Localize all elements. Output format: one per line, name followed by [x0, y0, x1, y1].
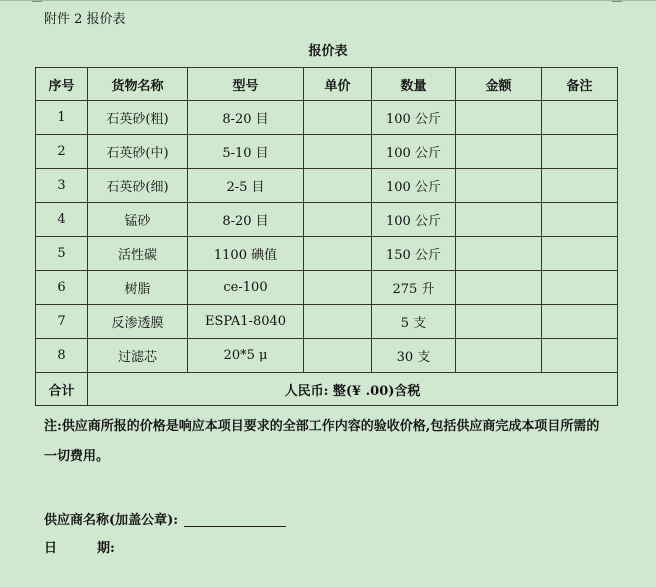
cell-model: ESPA1-8040: [188, 305, 304, 339]
cell-amount: [456, 101, 542, 135]
table-row: [36, 339, 618, 373]
cell-model: 1100 碘值: [188, 237, 304, 271]
top-rule: [0, 0, 656, 1]
table-row: [36, 237, 618, 271]
cell-amount: [456, 237, 542, 271]
corner-mark-right: [612, 1, 622, 2]
cell-qty: 30 支: [372, 339, 456, 373]
cell-qty: 275 升: [372, 271, 456, 305]
cell-qty: 100 公斤: [372, 135, 456, 169]
supplier-field: [44, 509, 286, 528]
cell-name: 反渗透膜: [88, 305, 188, 339]
header-model: 型号: [188, 68, 304, 101]
cell-price: [304, 169, 372, 203]
table-row: [36, 203, 618, 237]
cell-qty: 150 公斤: [372, 237, 456, 271]
total-row: [36, 373, 618, 406]
cell-qty: 100 公斤: [372, 101, 456, 135]
header-qty: 数量: [372, 68, 456, 101]
cell-price: [304, 271, 372, 305]
cell-name: 活性碳: [88, 237, 188, 271]
cell-qty: 100 公斤: [372, 203, 456, 237]
cell-no: 2: [36, 135, 88, 169]
cell-model: ce-100: [188, 271, 304, 305]
cell-no: 4: [36, 203, 88, 237]
cell-no: 7: [36, 305, 88, 339]
cell-remark: [542, 135, 618, 169]
cell-remark: [542, 271, 618, 305]
cell-name: 石英砂(粗): [88, 101, 188, 135]
table-row: [36, 305, 618, 339]
cell-no: 5: [36, 237, 88, 271]
date-label-1: 日: [44, 541, 58, 556]
cell-name: 锰砂: [88, 203, 188, 237]
cell-price: [304, 101, 372, 135]
table-header-row: [36, 68, 618, 101]
cell-amount: [456, 135, 542, 169]
cell-amount: [456, 203, 542, 237]
attachment-label: 附件 2 报价表: [44, 12, 126, 27]
cell-remark: [542, 305, 618, 339]
cell-amount: [456, 305, 542, 339]
cell-model: 2-5 目: [188, 169, 304, 203]
cell-no: 3: [36, 169, 88, 203]
header-price: 单价: [304, 68, 372, 101]
cell-model: 5-10 目: [188, 135, 304, 169]
cell-no: 1: [36, 101, 88, 135]
header-remark: 备注: [542, 68, 618, 101]
table-row: [36, 101, 618, 135]
cell-remark: [542, 203, 618, 237]
cell-no: 8: [36, 339, 88, 373]
cell-model: 20*5 μ: [188, 339, 304, 373]
cell-price: [304, 135, 372, 169]
signature-line: [184, 512, 286, 527]
cell-remark: [542, 237, 618, 271]
cell-price: [304, 237, 372, 271]
date-field: [44, 537, 115, 556]
total-value: 人民币: 整(¥ .00)含税: [88, 373, 618, 406]
cell-price: [304, 339, 372, 373]
cell-model: 8-20 目: [188, 101, 304, 135]
table-row: [36, 271, 618, 305]
quote-table: [35, 67, 618, 406]
header-name: 货物名称: [88, 68, 188, 101]
table-row: [36, 169, 618, 203]
cell-amount: [456, 169, 542, 203]
table-row: [36, 135, 618, 169]
note-text: 注:供应商所报的价格是响应本项目要求的全部工作内容的验收价格,包括供应商完成本项目所需的一切费用。: [44, 419, 600, 464]
cell-name: 石英砂(中): [88, 135, 188, 169]
total-label: 合计: [36, 373, 88, 406]
date-label-2: 期:: [97, 541, 115, 556]
cell-remark: [542, 339, 618, 373]
cell-remark: [542, 169, 618, 203]
supplier-label: 供应商名称(加盖公章):: [44, 513, 179, 528]
cell-remark: [542, 101, 618, 135]
corner-mark-left: [32, 1, 42, 2]
page-title: 报价表: [308, 44, 348, 59]
cell-amount: [456, 339, 542, 373]
cell-qty: 5 支: [372, 305, 456, 339]
cell-price: [304, 305, 372, 339]
cell-price: [304, 203, 372, 237]
cell-name: 石英砂(细): [88, 169, 188, 203]
cell-amount: [456, 271, 542, 305]
cell-no: 6: [36, 271, 88, 305]
cell-name: 过滤芯: [88, 339, 188, 373]
cell-qty: 100 公斤: [372, 169, 456, 203]
cell-name: 树脂: [88, 271, 188, 305]
header-no: 序号: [36, 68, 88, 101]
header-amount: 金额: [456, 68, 542, 101]
cell-model: 8-20 目: [188, 203, 304, 237]
